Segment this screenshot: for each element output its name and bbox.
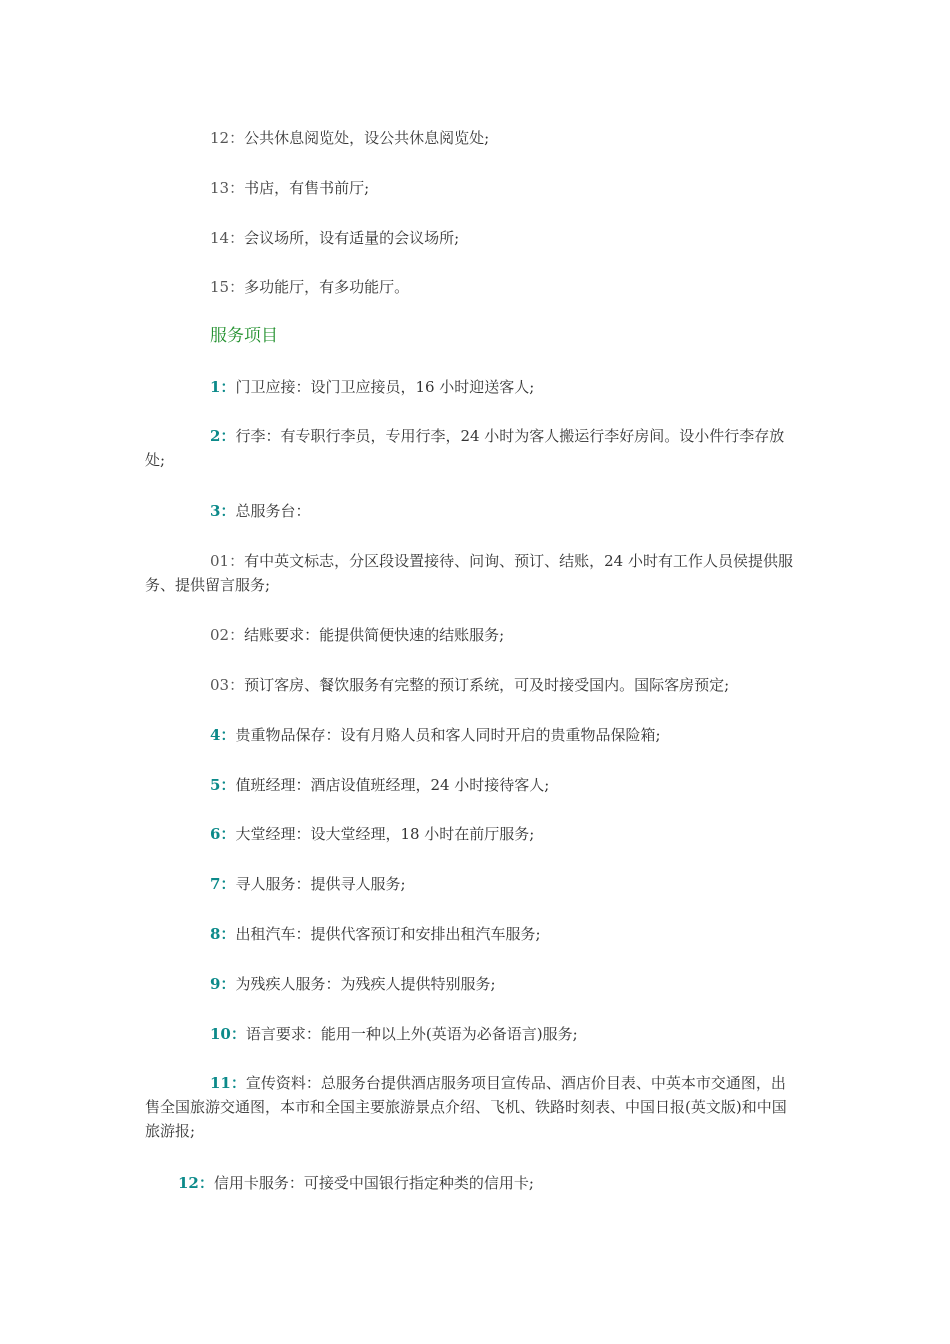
list-item	[145, 972, 800, 996]
item-text: 宣传资料：总服务台提供酒店服务项目宣传品、酒店价目表、中英本市交通图，出售全国旅游交通图，本市和全国主要旅游景点介绍、飞机、铁路时刻表、中国日报(英文版)和中国旅游报;	[145, 1074, 787, 1140]
item-text: 书店，有售书前厅;	[244, 179, 370, 197]
item-text: 信用卡服务：可接受中国银行指定种类的信用卡;	[213, 1174, 534, 1192]
item-text: 有中英文标志，分区段设置接待、问询、预订、结账，24 小时有工作人员侯提供服务、提供留言服务;	[145, 552, 793, 594]
item-text: 值班经理：酒店设值班经理，24 小时接待客人;	[235, 776, 550, 794]
item-number: 10：	[210, 1025, 246, 1043]
item-number: 13：	[210, 179, 245, 197]
item-text: 结账要求：能提供简便快速的结账服务;	[244, 626, 505, 644]
list-item	[145, 1071, 800, 1143]
item-text: 会议场所，设有适量的会议场所;	[244, 229, 460, 247]
list-item	[145, 922, 800, 946]
list-item	[145, 1171, 800, 1195]
sub-item	[145, 673, 800, 697]
list-item	[145, 226, 800, 250]
list-item	[145, 872, 800, 896]
item-text: 总服务台：	[235, 502, 311, 520]
list-item	[145, 822, 800, 846]
item-text: 门卫应接：设门卫应接员，16 小时迎送客人;	[235, 378, 535, 396]
list-item	[145, 375, 800, 399]
item-number: 4：	[210, 726, 236, 744]
item-number: 01：	[210, 552, 245, 570]
item-text: 寻人服务：提供寻人服务;	[235, 875, 406, 893]
item-text: 为残疾人服务：为残疾人提供特别服务;	[235, 975, 496, 993]
item-text: 大堂经理：设大堂经理，18 小时在前厅服务;	[235, 825, 535, 843]
list-item	[145, 176, 800, 200]
section-heading: 服务项目	[210, 326, 278, 346]
list-item	[145, 499, 800, 523]
list-item	[145, 126, 800, 150]
list-item	[145, 723, 800, 747]
item-number: 15：	[210, 278, 245, 296]
list-item	[145, 773, 800, 797]
item-text: 预订客房、餐饮服务有完整的预订系统，可及时接受国内。国际客房预定;	[244, 676, 730, 694]
item-text: 出租汽车：提供代客预订和安排出租汽车服务;	[235, 925, 541, 943]
item-text: 贵重物品保存：设有月赂人员和客人同时开启的贵重物品保险箱;	[235, 726, 661, 744]
item-number: 12：	[178, 1174, 214, 1192]
list-item	[145, 1022, 800, 1046]
item-number: 3：	[210, 502, 236, 520]
item-number: 7：	[210, 875, 236, 893]
item-number: 14：	[210, 229, 245, 247]
item-text: 多功能厅，有多功能厅。	[244, 278, 410, 296]
item-number: 5：	[210, 776, 236, 794]
item-text: 公共休息阅览处，设公共休息阅览处;	[244, 129, 490, 147]
sub-item	[145, 623, 800, 647]
item-number: 6：	[210, 825, 236, 843]
list-item	[145, 275, 800, 299]
item-number: 8：	[210, 925, 236, 943]
item-text: 行李：有专职行李员，专用行李，24 小时为客人搬运行李好房间。设小件行李存放处;	[145, 427, 785, 469]
sub-item	[145, 549, 800, 597]
item-number: 9：	[210, 975, 236, 993]
list-item	[145, 424, 800, 472]
item-number: 02：	[210, 626, 245, 644]
item-number: 03：	[210, 676, 245, 694]
item-number: 12：	[210, 129, 245, 147]
item-number: 11：	[210, 1074, 246, 1092]
item-number: 1：	[210, 378, 236, 396]
item-number: 2：	[210, 427, 236, 445]
item-text: 语言要求：能用一种以上外(英语为必备语言)服务;	[245, 1025, 578, 1043]
